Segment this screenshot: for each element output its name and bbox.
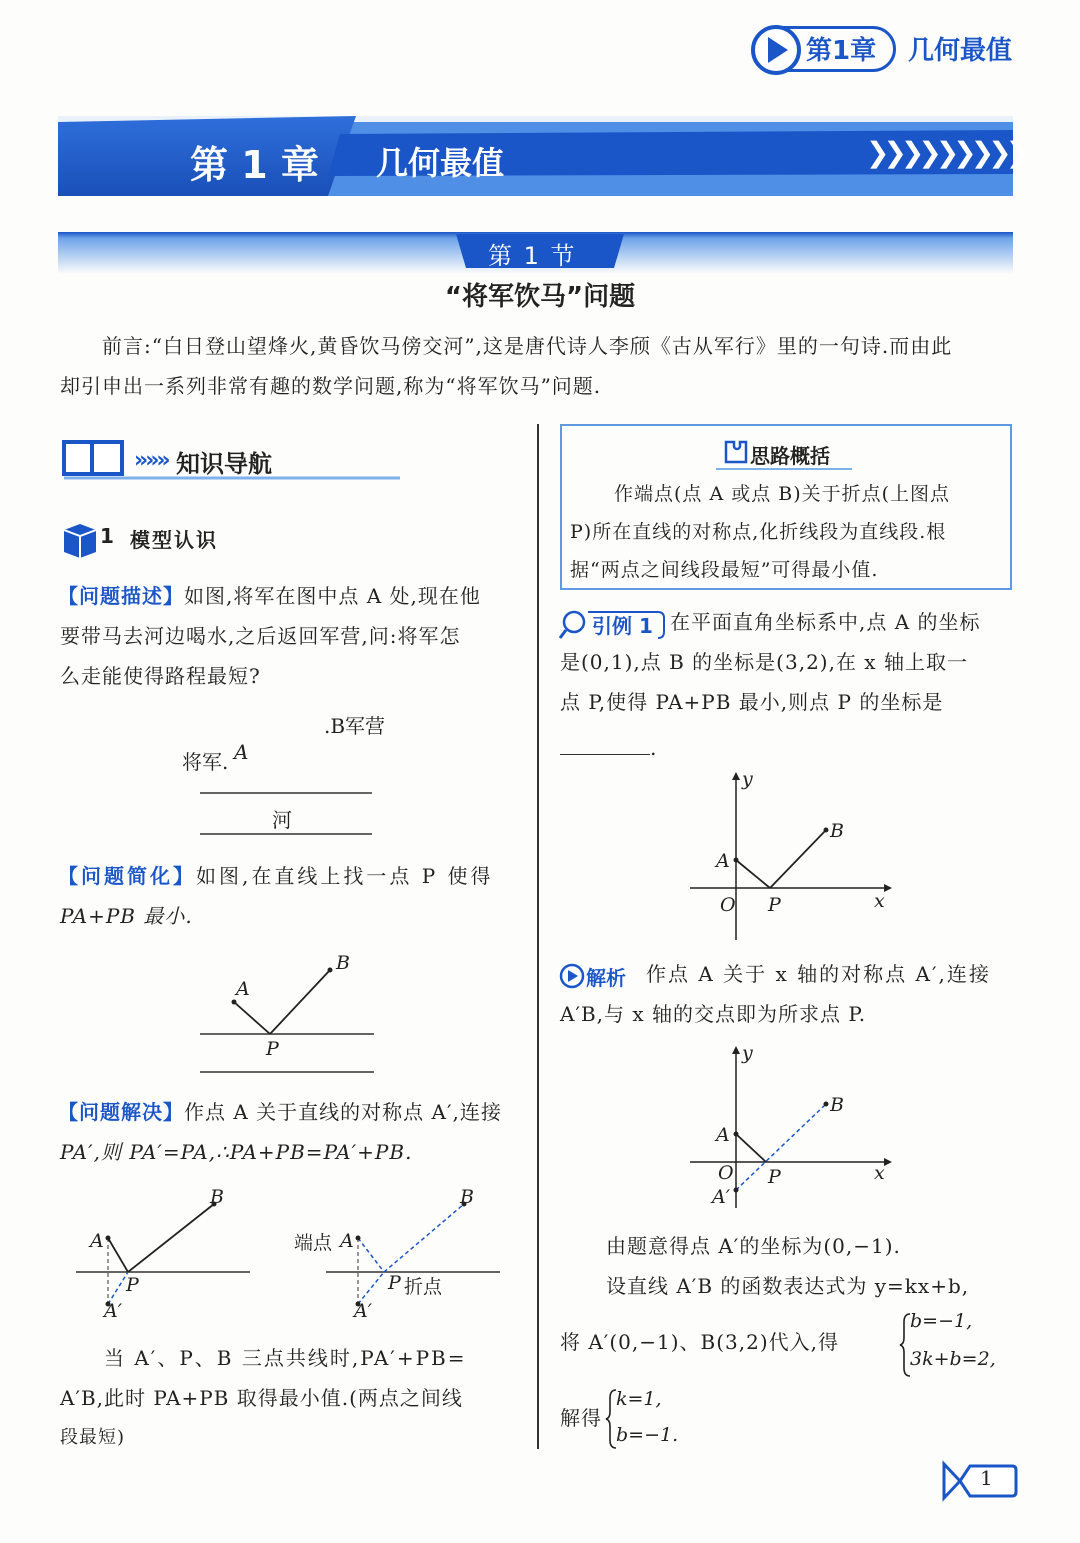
solution-line2: 设直线 A′B 的函数表达式为 y=kx+b, [606, 1274, 970, 1298]
fig2-a: A [236, 978, 250, 1000]
fig3r-a: A [340, 1230, 354, 1252]
model-number: 1 [100, 524, 114, 548]
summary-line2: P)所在直线的对称点,化折线段为直线段.根 [570, 521, 947, 543]
fig3l-a: A [90, 1230, 104, 1252]
solution-line3: 将 A′(0,−1)、B(3,2)代入,得 [560, 1330, 839, 1354]
graph1-b: B [830, 820, 844, 842]
cube-icon [60, 520, 100, 560]
desc-line2: 要带马去河边喝水,之后返回军营,问:将军怎 [60, 624, 461, 648]
summary-line3: 据“两点之间线段最短”可得最小值. [570, 559, 879, 581]
fig3r-endpoint: 端点 [294, 1232, 333, 1254]
graph1-p: P [768, 894, 781, 916]
graph1-x: x [874, 890, 885, 912]
section-title: “将军饮马”问题 [444, 282, 636, 312]
banner-title: 几何最值 [376, 144, 505, 182]
fig1-camp: .B军营 [324, 714, 386, 738]
fig3-right-diagram [320, 1190, 510, 1320]
fig3-left-diagram [70, 1190, 260, 1320]
fig1-river: 河 [272, 808, 292, 832]
graph2-ap: A′ [712, 1186, 731, 1208]
graph2-a: A [716, 1124, 730, 1146]
solve-line2: PA′,则 PA′=PA,∴PA+PB=PA′+PB. [60, 1140, 413, 1164]
simplify-line2: PA+PB 最小. [60, 904, 193, 928]
model-title: 模型认识 [130, 528, 218, 552]
fig1-a-label: A [234, 740, 249, 764]
banner-arrows: ❯❯❯❯❯❯❯❯❯ [866, 136, 1024, 169]
play-icon [750, 24, 802, 76]
graph2-x: x [874, 1162, 885, 1184]
desc-line3: 么走能使得路程最短? [60, 664, 261, 688]
section-label: 第 1 节 [488, 242, 577, 270]
solution-solved: 解得 [560, 1406, 602, 1430]
graph1-y: y [742, 768, 753, 790]
nav-arrows: »»» [134, 448, 168, 473]
graph2-y: y [742, 1042, 753, 1064]
summary-line1: 作端点(点 A 或点 B)关于折点(上图点 [614, 483, 951, 505]
fig3l-p: P [126, 1274, 139, 1296]
system2-eq2: b=−1. [616, 1424, 679, 1446]
example-line1: 在平面直角坐标系中,点 A 的坐标 [670, 610, 981, 634]
header-chapter: 第1章 [806, 36, 877, 66]
fig3r-foldpoint: 折点 [404, 1276, 443, 1298]
conclusion-line2: A′B,此时 PA+PB 取得最小值.(两点之间线 [60, 1386, 463, 1410]
conclusion-line3: 段最短) [60, 1427, 126, 1448]
header-title: 几何最值 [908, 36, 1013, 66]
fig3r-b: B [460, 1186, 474, 1208]
fig3r-p: P [388, 1272, 401, 1294]
conclusion-line1: 当 A′、P、B 三点共线时,PA′+PB= [104, 1346, 467, 1370]
fig1-general: 将军. [182, 750, 229, 774]
banner-chapter: 第 1 章 [190, 143, 319, 187]
system1-eq2: 3k+b=2, [910, 1348, 996, 1370]
analysis-line1: 作点 A 关于 x 轴的对称点 A′,连接 [646, 962, 991, 986]
graph2-b: B [830, 1094, 844, 1116]
example-answer-blank: . [560, 728, 657, 768]
intro-line2: 却引申出一系列非常有趣的数学问题,称为“将军饮马”问题. [60, 374, 602, 398]
fig2-p: P [266, 1038, 279, 1060]
example-tag: 引例 1 [592, 614, 653, 638]
desc-line1: 【问题描述】如图,将军在图中点 A 处,现在他 [58, 584, 481, 608]
graph2-o: O [718, 1162, 734, 1184]
example-line2: 是(0,1),点 B 的坐标是(3,2),在 x 轴上取一 [560, 650, 968, 674]
example-line3: 点 P,使得 PA+PB 最小,则点 P 的坐标是 [560, 690, 944, 714]
summary-title: 思路概括 [750, 444, 830, 468]
simplify-line1: 【问题简化】如图,在直线上找一点 P 使得 [58, 864, 494, 888]
intro-line1: 前言:“白日登山望烽火,黄昏饮马傍交河”,这是唐代诗人李颀《古从军行》里的一句诗.而由此 [102, 334, 953, 358]
fig2-diagram [196, 960, 380, 1080]
graph1-a: A [716, 850, 730, 872]
graph2-p: P [768, 1166, 781, 1188]
analysis-line2: A′B,与 x 轴的交点即为所求点 P. [560, 1002, 867, 1026]
system2-eq1: k=1, [616, 1388, 662, 1410]
solution-line1: 由题意得点 A′的坐标为(0,−1). [606, 1234, 901, 1258]
puzzle-icon [720, 436, 750, 468]
column-divider [537, 424, 539, 1449]
nav-title: 知识导航 [176, 450, 272, 478]
summary-title-underline [716, 466, 852, 472]
solve-line1: 【问题解决】作点 A 关于直线的对称点 A′,连接 [58, 1100, 502, 1124]
system1-eq1: b=−1, [910, 1310, 973, 1332]
page-number: 1 [980, 1466, 993, 1490]
fig3r-ap: A′ [354, 1300, 373, 1322]
analysis-play-icon [558, 962, 586, 990]
fig3l-b: B [210, 1186, 224, 1208]
graph1-o: O [720, 894, 736, 916]
fig3l-ap: A′ [104, 1300, 123, 1322]
fig2-b: B [336, 952, 350, 974]
analysis-tag: 解析 [586, 966, 626, 990]
